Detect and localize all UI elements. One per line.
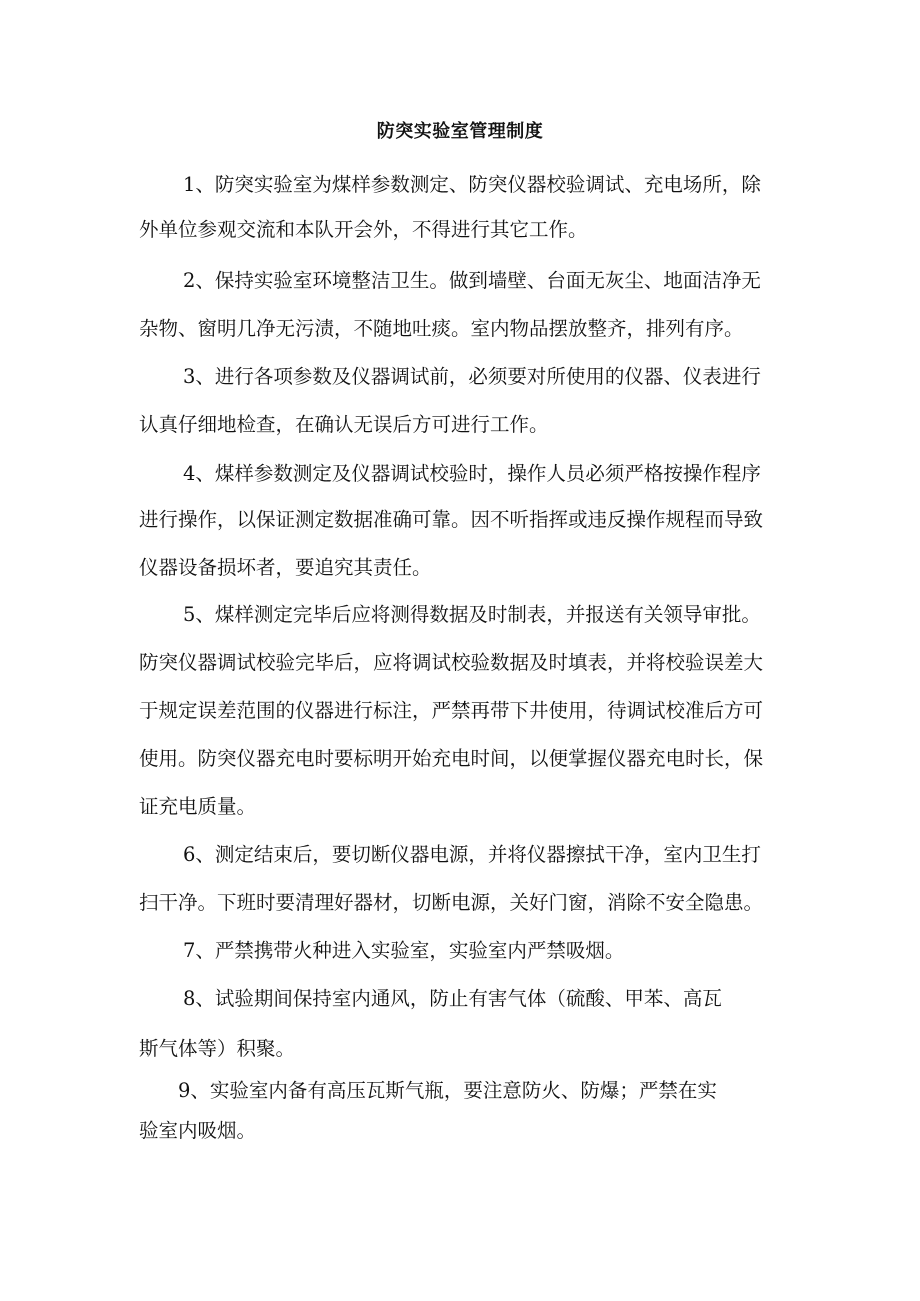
rule-2-line-1: 2、保持实验室环境整洁卫生。做到墙壁、台面无灰尘、地面洁净无 xyxy=(183,269,761,292)
rule-5-line-1: 5、煤样测定完毕后应将测得数据及时制表，并报送有关领导审批。 xyxy=(183,603,761,626)
rule-3-line-2: 认真仔细地检查，在确认无误后方可进行工作。 xyxy=(139,413,549,436)
rule-2-line-2: 杂物、窗明几净无污渍，不随地吐痰。室内物品摆放整齐，排列有序。 xyxy=(139,317,744,340)
rule-8-line-1: 8、试验期间保持室内通风，防止有害气体（硫酸、甲苯、高瓦 xyxy=(183,987,722,1010)
rule-4-line-3: 仪器设备损坏者，要追究其责任。 xyxy=(139,556,432,579)
rule-6-line-2: 扫干净。下班时要清理好器材，切断电源，关好门窗，消除不安全隐患。 xyxy=(139,891,764,914)
page-title: 防突实验室管理制度 xyxy=(376,121,544,142)
rule-5-line-2: 防突仪器调试校验完毕后，应将调试校验数据及时填表，并将校验误差大 xyxy=(139,651,764,674)
rule-5-line-3: 于规定误差范围的仪器进行标注，严禁再带下井使用，待调试校准后方可 xyxy=(139,699,764,722)
rule-7-line-1: 7、严禁携带火种进入实验室，实验室内严禁吸烟。 xyxy=(183,939,625,962)
rule-9-line-2: 验室内吸烟。 xyxy=(139,1119,257,1142)
rule-6-line-1: 6、测定结束后，要切断仪器电源，并将仪器擦拭干净，室内卫生打 xyxy=(183,843,761,866)
rule-1-line-2: 外单位参观交流和本队开会外，不得进行其它工作。 xyxy=(139,218,588,241)
rule-4-line-2: 进行操作，以保证测定数据准确可靠。因不听指挥或违反操作规程而导致 xyxy=(139,508,764,531)
rule-1-line-1: 1、防突实验室为煤样参数测定、防突仪器校验调试、充电场所，除 xyxy=(183,173,761,196)
rule-3-line-1: 3、进行各项参数及仪器调试前，必须要对所使用的仪器、仪表进行 xyxy=(183,365,761,388)
rule-8-line-2: 斯气体等）积聚。 xyxy=(139,1037,296,1060)
rule-5-line-4: 使用。防突仪器充电时要标明开始充电时间，以便掌握仪器充电时长，保 xyxy=(139,747,764,770)
rule-5-line-5: 证充电质量。 xyxy=(139,795,257,818)
rule-4-line-1: 4、煤样参数测定及仪器调试校验时，操作人员必须严格按操作程序 xyxy=(183,462,761,485)
rule-9-line-1: 9、实验室内备有高压瓦斯气瓶，要注意防火、防爆；严禁在实 xyxy=(178,1079,717,1102)
